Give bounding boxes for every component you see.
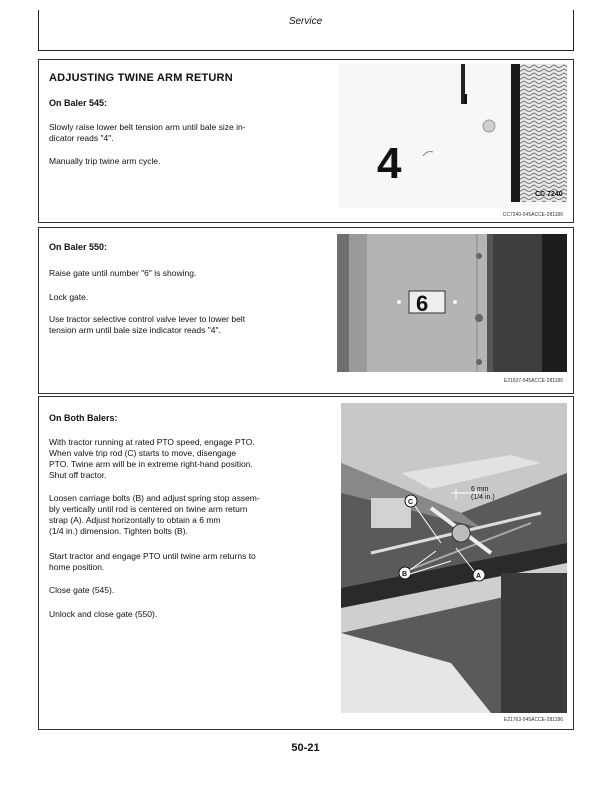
section-heading: ADJUSTING TWINE ARM RETURN bbox=[49, 72, 233, 84]
bale-size-indicator-photo-545 bbox=[339, 64, 567, 208]
subheading-baler-550: On Baler 550: bbox=[49, 242, 108, 252]
instruction-paragraph: Unlock and close gate (550). bbox=[49, 609, 158, 619]
dimension-mm-label: 6 mm bbox=[471, 486, 489, 493]
instruction-paragraph: Lock gate. bbox=[49, 292, 89, 302]
instruction-paragraph: Use tractor selective control valve lever to lower belt tension arm until bale size indicator reads "4". bbox=[49, 314, 246, 335]
subheading-baler-545: On Baler 545: bbox=[49, 98, 108, 108]
callout-a: A bbox=[476, 573, 482, 580]
bale-size-digit: 4 bbox=[377, 139, 402, 188]
dimension-in-label: (1/4 in.) bbox=[471, 494, 495, 501]
section-both-balers bbox=[38, 396, 574, 730]
instruction-paragraph: Slowly raise lower belt tension arm until bale size in- dicator reads "4". bbox=[49, 122, 246, 143]
figure-label: CC 7240 bbox=[535, 191, 563, 198]
page-number: 50-21 bbox=[291, 742, 320, 754]
instruction-paragraph: Close gate (545). bbox=[49, 585, 115, 595]
section-baler-545 bbox=[38, 59, 574, 223]
instruction-paragraph: With tractor running at rated PTO speed, engage PTO. When valve trip rod (C) starts to move, disengage PTO. Twine arm will be in extreme right-hand position. Shut off tractor. bbox=[49, 437, 255, 480]
callout-c: C bbox=[408, 499, 414, 506]
instruction-paragraph: Manually trip twine arm cycle. bbox=[49, 156, 161, 166]
instruction-paragraph: Loosen carriage bolts (B) and adjust spring stop assem- bly vertically until rod is centered on twine arm return strap (A). Adjust horizontally to obtain a 6 mm (1/4 in.) dimension. Tighten bolts (B). bbox=[49, 493, 260, 536]
section-baler-550 bbox=[38, 227, 574, 394]
twine-arm-adjustment-photo bbox=[341, 403, 567, 713]
figure-caption: E21637-545ACCE-281186 bbox=[503, 378, 563, 384]
bale-size-digit: 6 bbox=[416, 291, 429, 316]
page-header-title: Service bbox=[288, 16, 323, 27]
callout-b: B bbox=[402, 571, 408, 578]
bale-size-indicator-photo-550 bbox=[337, 234, 567, 372]
instruction-paragraph: Raise gate until number "6" is showing. bbox=[49, 268, 197, 278]
figure-caption: E21763-545ACCE-281186 bbox=[503, 717, 563, 723]
subheading-both-balers: On Both Balers: bbox=[49, 413, 118, 423]
instruction-paragraph: Start tractor and engage PTO until twine arm returns to home position. bbox=[49, 551, 256, 572]
figure-caption: CC7240-545ACCE-281186 bbox=[502, 212, 563, 218]
